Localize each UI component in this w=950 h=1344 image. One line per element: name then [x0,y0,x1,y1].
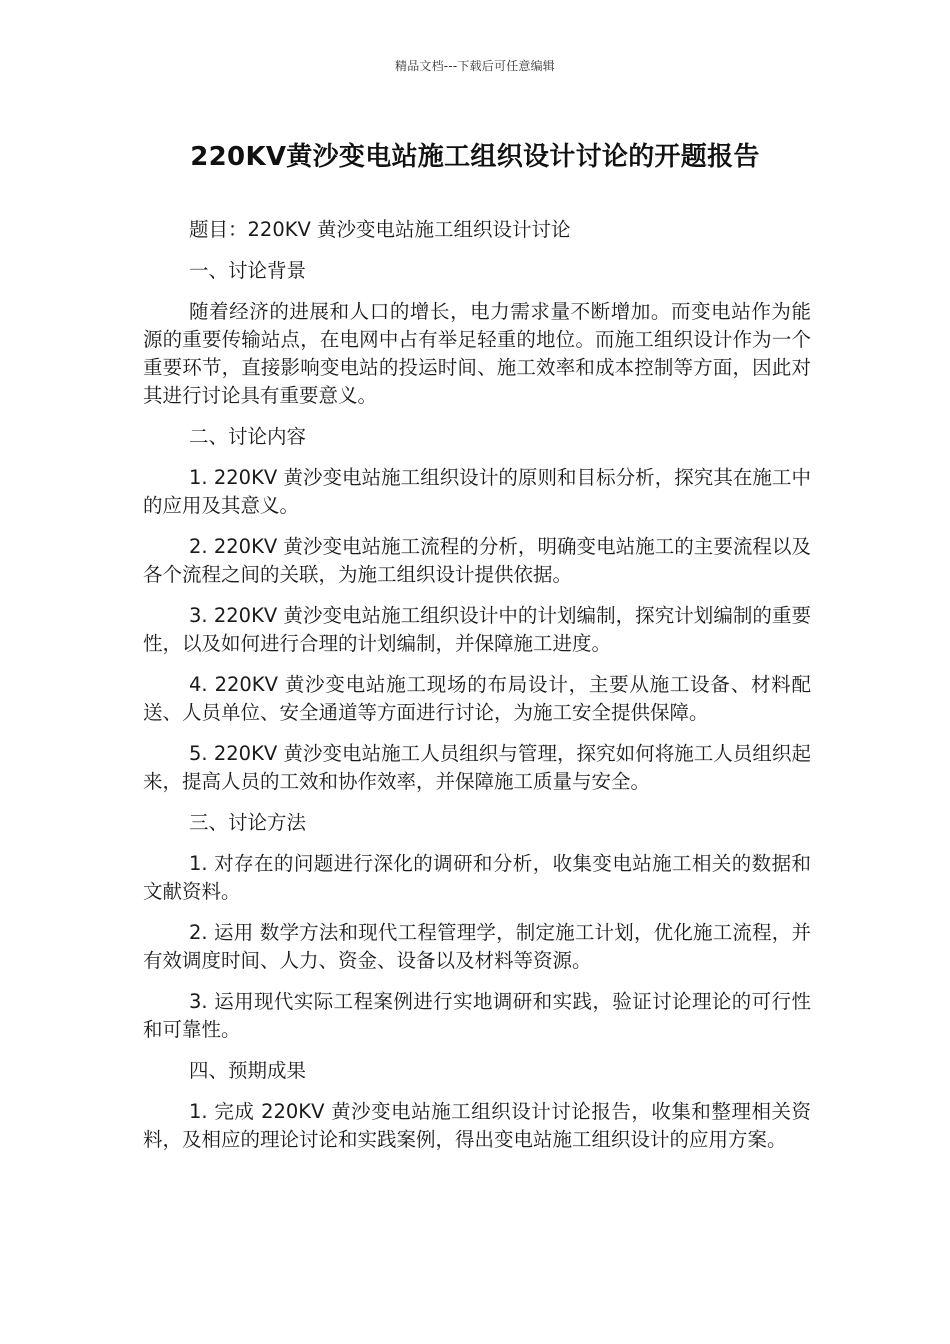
document-title: 220KV黄沙变电站施工组织设计讨论的开题报告 [190,142,760,172]
section-heading-results: 四、预期成果 [189,1059,307,1082]
method-item: 2. 运用 数学方法和现代工程管理学，制定施工计划，优化施工流程，并有效调度时间、人力、资金、设备以及材料等资源。 [143,921,811,972]
header-note: 精品文档---下载后可任意编辑 [395,59,555,73]
section-heading-content: 二、讨论内容 [189,425,307,448]
results-item: 1. 完成 220KV 黄沙变电站施工组织设计讨论报告，收集和整理相关资料，及相应的理论讨论和实践案例，得出变电站施工组织设计的应用方案。 [143,1100,811,1151]
background-paragraph: 随着经济的进展和人口的增长，电力需求量不断增加。而变电站作为能源的重要传输站点，在电网中占有举足轻重的地位。而施工组织设计作为一个重要环节，直接影响变电站的投运时间、施工效率和成本控制等方面，因此对其进行讨论具有重要意义。 [143,300,811,407]
method-item: 3. 运用现代实际工程案例进行实地调研和实践，验证讨论理论的可行性和可靠性。 [143,990,811,1041]
topic-line: 题目：220KV 黄沙变电站施工组织设计讨论 [189,218,571,241]
method-item: 1. 对存在的问题进行深化的调研和分析，收集变电站施工相关的数据和文献资料。 [143,852,811,903]
content-item: 2. 220KV 黄沙变电站施工流程的分析，明确变电站施工的主要流程以及各个流程之间的关联，为施工组织设计提供依据。 [143,535,811,586]
content-item: 4. 220KV 黄沙变电站施工现场的布局设计，主要从施工设备、材料配送、人员单位、安全通道等方面进行讨论，为施工安全提供保障。 [143,673,811,724]
section-heading-background: 一、讨论背景 [189,259,307,282]
document-body [143,216,811,1167]
section-heading-method: 三、讨论方法 [189,811,307,834]
content-item: 3. 220KV 黄沙变电站施工组织设计中的计划编制，探究计划编制的重要性，以及如何进行合理的计划编制，并保障施工进度。 [143,604,811,655]
content-item: 5. 220KV 黄沙变电站施工人员组织与管理，探究如何将施工人员组织起来，提高人员的工效和协作效率，并保障施工质量与安全。 [143,742,811,793]
content-item: 1. 220KV 黄沙变电站施工组织设计的原则和目标分析，探究其在施工中的应用及其意义。 [143,466,811,517]
